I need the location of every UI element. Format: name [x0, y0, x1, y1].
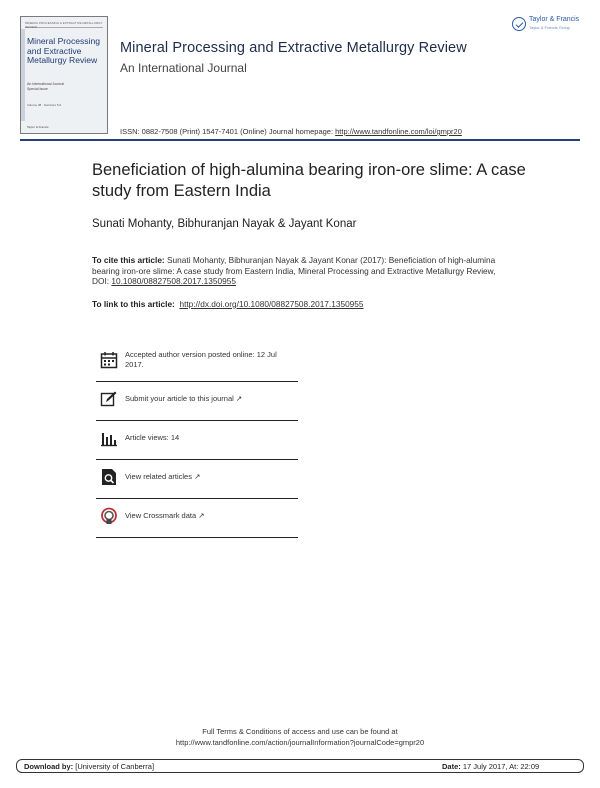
publisher-logo-sub: Taylor & Francis Group [529, 25, 570, 30]
citation-label: To cite this article: [92, 255, 165, 265]
cover-publisher: Taylor & Francis [27, 125, 49, 129]
crossmark-icon [100, 507, 118, 525]
article-actions-panel [96, 343, 298, 538]
article-views-row [96, 421, 298, 460]
submit-article-link[interactable]: Submit your article to this journal ↗ [125, 394, 243, 403]
journal-homepage-link[interactable]: http://www.tandfonline.com/loi/gmpr20 [335, 127, 462, 136]
terms-footer [0, 726, 600, 748]
journal-title: Mineral Processing and Extractive Metallurgy Review [120, 40, 467, 56]
citation-doi-link[interactable]: 10.1080/08827508.2017.1350955 [111, 276, 236, 287]
cover-title: Mineral Processing and Extractive Metallurgy Review [27, 36, 101, 65]
edit-icon [100, 390, 118, 408]
bar-chart-icon [100, 429, 118, 447]
calendar-icon [100, 351, 118, 369]
terms-url[interactable]: http://www.tandfonline.com/action/journalInformation?journalCode=gmpr20 [175, 738, 425, 747]
issn-line: ISSN: 0882-7508 (Print) 1547-7401 (Online) Journal homepage: http://www.tandfonline.com/loi/gmpr20 [120, 127, 462, 136]
publisher-logo-name: Taylor & Francis [529, 16, 580, 23]
search-document-icon [100, 468, 118, 486]
article-title: Beneficiation of high-alumina bearing iron-ore slime: A case study from Eastern India [92, 161, 526, 200]
external-link-icon: ↗ [194, 472, 201, 481]
download-by: Download by: [University of Canberra] [24, 762, 155, 771]
article-authors: Sunati Mohanty, Bibhuranjan Nayak & Jayant Konar [92, 218, 357, 230]
related-articles-link[interactable]: View related articles ↗ [125, 472, 201, 481]
header-divider [20, 139, 580, 141]
cover-topline: MINERAL PROCESSING & EXTRACTIVE METALLURGY REVIEW [25, 21, 103, 29]
crossmark-link[interactable]: View Crossmark data ↗ [125, 511, 205, 520]
external-link-icon: ↗ [235, 394, 243, 403]
related-articles-row[interactable] [96, 460, 298, 499]
accepted-date-text: Accepted author version posted online: 12 Jul 2017. [125, 350, 277, 369]
citation-text: Sunati Mohanty, Bibhuranjan Nayak & Jayant Konar (2017): Beneficiation of high-alumina bearing iron-ore slime: A case study from Eastern India, Mineral Processing and Extractive Metallurgy Review, DOI: [92, 255, 496, 287]
accepted-date-row [96, 343, 298, 382]
article-link-label: To link to this article: [92, 299, 175, 309]
external-link-icon: ↗ [198, 511, 205, 520]
article-link-line [92, 299, 364, 309]
journal-subtitle: An International Journal [120, 61, 247, 75]
article-views-text: Article views: 14 [125, 433, 180, 442]
submit-article-row[interactable] [96, 382, 298, 421]
crossmark-row[interactable] [96, 499, 298, 538]
terms-line: Full Terms & Conditions of access and use can be found at [202, 727, 398, 736]
download-date: Date: 17 July 2017, At: 22:09 [442, 762, 540, 771]
cover-stripe [21, 29, 25, 121]
journal-cover [20, 16, 108, 134]
publisher-logo[interactable] [512, 15, 586, 35]
article-link-url[interactable]: http://dx.doi.org/10.1080/08827508.2017.1350955 [179, 299, 364, 309]
cover-subtitle: An International Journal Special Issue [27, 82, 64, 91]
download-bar [16, 759, 584, 773]
publisher-logo-icon [512, 17, 526, 31]
citation-block [92, 255, 512, 287]
cover-issue: Volume 38 · Numbers 5-6 [27, 103, 62, 107]
